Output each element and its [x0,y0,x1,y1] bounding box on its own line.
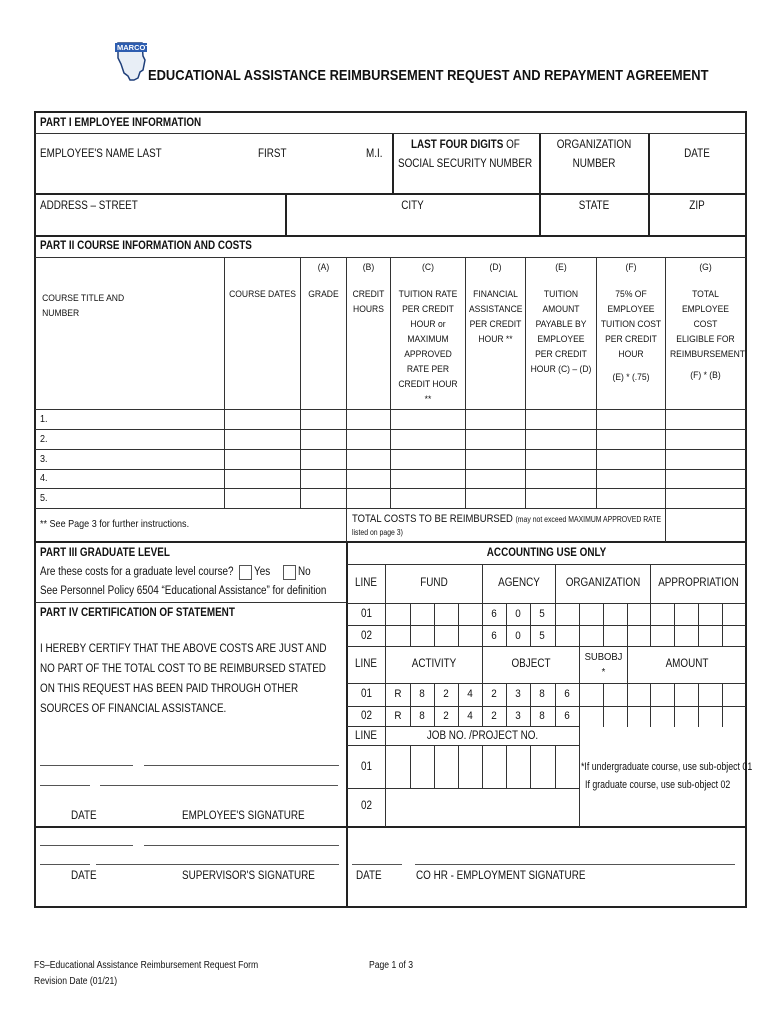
footer-revision-date: Revision Date (01/21) [34,976,118,987]
certify-line-3: ON THIS REQUEST HAS BEEN PAID THROUGH OTHER [40,683,299,695]
total-costs-label: TOTAL COSTS TO BE REIMBURSED (may not exceed MAXIMUM APPROVED RATE [352,513,662,525]
supervisor-date-label: DATE [71,870,97,882]
activity-digit: R [394,710,402,722]
activity-digit: 8 [419,710,425,722]
part1-heading: PART I EMPLOYEE INFORMATION [40,117,202,129]
agency-digit: 0 [515,608,521,620]
city-label: CITY [401,200,424,212]
financial-assistance-header: FINANCIAL ASSISTANCE PER CREDIT HOUR ** [468,289,523,345]
grade-header: GRADE [308,289,339,300]
line-01-a: 01 [361,608,373,620]
date-label: DATE [684,148,710,160]
yes-checkbox[interactable] [239,565,252,580]
object-digit: 2 [491,688,497,700]
line-02-c: 02 [361,800,373,812]
ssn-label-line2: SOCIAL SECURITY NUMBER [398,158,533,170]
line-label-3: LINE [354,730,377,742]
job-number-label: JOB NO. /PROJECT NO. [426,730,539,742]
certify-line-2: NO PART OF THE TOTAL COST TO BE REIMBURSED STATED [40,663,326,675]
line-02-a: 02 [361,630,373,642]
hr-date-label: DATE [356,870,382,882]
activity-label: ACTIVITY [411,658,457,670]
col-letter-e: (E) [555,262,567,273]
certify-line-1: I HEREBY CERTIFY THAT THE ABOVE COSTS ARE JUST AND [40,643,327,655]
course-title-header: COURSE TITLE AND NUMBER [42,293,125,319]
activity-digit: R [394,688,402,700]
object-digit: 3 [515,710,521,722]
hr-signature-label: CO HR - EMPLOYMENT SIGNATURE [416,870,586,882]
certify-line-4: SOURCES OF FINANCIAL ASSISTANCE. [40,703,227,715]
pct75-header: 75% OF EMPLOYEE TUITION COST PER CREDIT HOUR (E) * (.75) [600,289,662,383]
part2-heading: PART II COURSE INFORMATION AND COSTS [40,240,252,252]
col-letter-b: (B) [362,262,375,273]
part4-heading: PART IV CERTIFICATION OF STATEMENT [40,607,235,619]
row-number-4: 4. [40,472,48,484]
part3-heading: PART III GRADUATE LEVEL [40,547,170,559]
agency-digit: 5 [539,608,545,620]
organization-label: ORGANIZATION [556,139,632,151]
line-label: LINE [354,577,377,589]
col-letter-g: (G) [699,262,712,273]
object-label: OBJECT [511,658,551,670]
line-label-2: LINE [354,658,377,670]
form-title: EDUCATIONAL ASSISTANCE REIMBURSEMENT REQUEST AND REPAYMENT AGREEMENT [148,67,709,84]
fund-label: FUND [420,577,448,589]
no-label: No [298,566,311,578]
no-checkbox[interactable] [283,565,296,580]
agency-digit: 6 [491,608,497,620]
activity-digit: 2 [443,688,449,700]
organization-label-line2: NUMBER [572,158,616,170]
graduate-question: Are these costs for a graduate level course? [40,566,234,578]
credit-hours-header: CREDIT HOURS [352,289,385,315]
row-number-2: 2. [40,433,48,445]
line-02-b: 02 [361,710,373,722]
activity-digit: 4 [467,710,473,722]
total-costs-note: listed on page 3) [352,528,403,537]
activity-digit: 2 [443,710,449,722]
object-digit: 6 [564,710,570,722]
col-letter-f: (F) [625,262,637,273]
col-letter-a: (A) [317,262,330,273]
footer-page-number: Page 1 of 3 [369,960,413,971]
object-digit: 3 [515,688,521,700]
col-letter-d: (D) [489,262,502,273]
total-eligible-header: TOTAL EMPLOYEE COST ELIGIBLE FOR REIMBURSEMENT (F) * (B) [669,289,746,381]
row-number-5: 5. [40,492,48,504]
subobject-note-2: If graduate course, use sub-object 02 [585,779,731,791]
ssn-label: LAST FOUR DIGITS OF [411,139,520,151]
instructions-note: ** See Page 3 for further instructions. [40,518,190,530]
course-dates-header: COURSE DATES [229,289,296,300]
subobject-note-1: *If undergraduate course, use sub-object 01 [581,761,753,773]
first-name-label: FIRST [258,148,287,160]
agency-digit: 6 [491,630,497,642]
object-digit: 6 [564,688,570,700]
zip-label: ZIP [689,200,705,212]
subobject-label: SUBOBJ * [584,651,623,678]
tuition-rate-header: TUITION RATE PER CREDIT HOUR or MAXIMUM APPROVED RATE PER CREDIT HOUR ** [398,289,458,405]
middle-initial-label: M.I. [366,148,383,160]
line-01-c: 01 [361,761,373,773]
agency-label: AGENCY [498,577,540,589]
tuition-amount-header: TUITION AMOUNT PAYABLE BY EMPLOYEE PER CREDIT HOUR (C) – (D) [530,289,592,375]
activity-digit: 8 [419,688,425,700]
address-label: ADDRESS – STREET [40,200,138,212]
object-digit: 8 [539,710,545,722]
activity-digit: 4 [467,688,473,700]
employee-signature-label: EMPLOYEE'S SIGNATURE [182,810,305,822]
footer-form-name: FS–Educational Assistance Reimbursement Request Form [34,960,259,971]
line-01-b: 01 [361,688,373,700]
agency-digit: 5 [539,630,545,642]
object-digit: 8 [539,688,545,700]
row-number-1: 1. [40,413,48,425]
employee-date-label: DATE [71,810,97,822]
organization-logo [112,40,148,84]
agency-digit: 0 [515,630,521,642]
row-number-3: 3. [40,453,48,465]
organization-acct-label: ORGANIZATION [565,577,641,589]
amount-label: AMOUNT [665,658,709,670]
object-digit: 2 [491,710,497,722]
appropriation-label: APPROPRIATION [658,577,739,589]
logo-text: MARCOT [117,43,150,52]
employee-name-label: EMPLOYEE'S NAME LAST [40,148,162,160]
policy-note: See Personnel Policy 6504 “Educational Assistance” for definition [40,585,327,597]
accounting-heading: ACCOUNTING USE ONLY [486,547,607,559]
yes-label: Yes [254,566,271,578]
col-letter-c: (C) [422,262,434,273]
state-label: STATE [578,200,610,212]
supervisor-signature-label: SUPERVISOR'S SIGNATURE [182,870,315,882]
